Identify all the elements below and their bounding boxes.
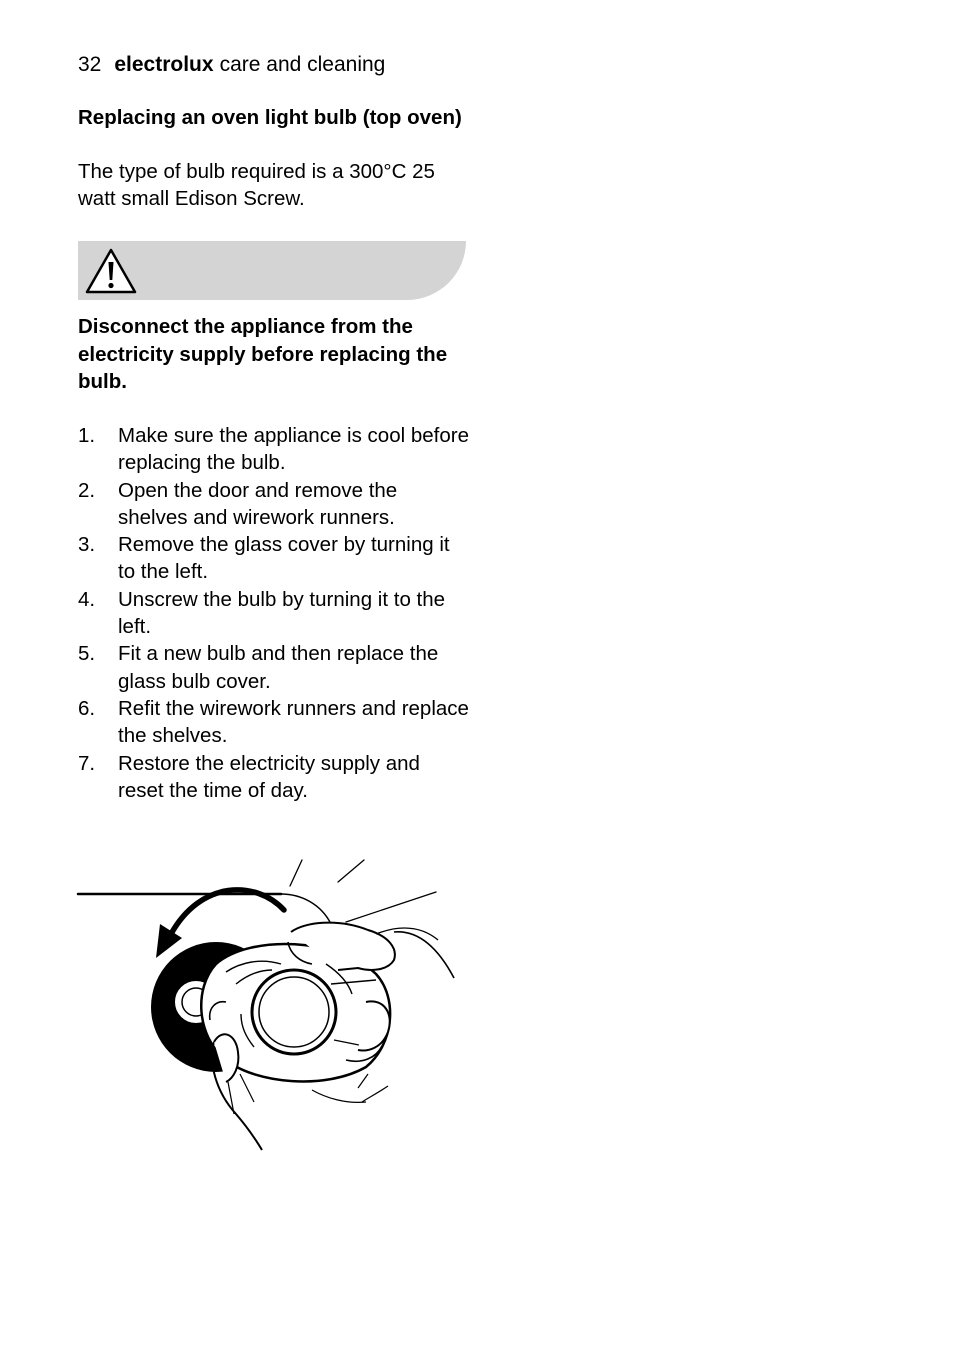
step-text: Refit the wirework runners and replace the shelves. xyxy=(118,696,469,748)
step-number: 7. xyxy=(78,751,96,775)
step-number: 4. xyxy=(78,587,96,611)
step-text: Unscrew the bulb by turning it to the left. xyxy=(118,587,446,639)
list-item xyxy=(78,531,478,586)
step-text: Open the door and remove the shelves and wirework runners. xyxy=(118,478,398,529)
step-text: Fit a new bulb and then replace the glass bulb cover. xyxy=(118,642,439,693)
intro-paragraph: The type of bulb required is a 300°C 25 watt small Edison Screw. xyxy=(78,160,435,210)
step-number: 2. xyxy=(78,478,96,502)
step-number: 6. xyxy=(78,696,96,720)
warning-triangle-icon xyxy=(84,246,138,296)
warning-bar xyxy=(78,241,466,300)
list-item xyxy=(78,640,478,695)
step-number: 3. xyxy=(78,533,96,557)
step-text: Restore the electricity supply and reset the time of day. xyxy=(118,751,420,802)
list-item xyxy=(78,586,478,641)
section-title: Replacing an oven light bulb (top oven) xyxy=(78,106,462,129)
warning-text: Disconnect the appliance from the electricity supply before replacing the bulb. xyxy=(78,315,448,393)
list-item xyxy=(78,422,478,477)
step-number: 1. xyxy=(78,424,96,447)
page-header xyxy=(78,53,385,77)
steps-list xyxy=(78,422,478,804)
step-number: 5. xyxy=(78,642,96,666)
brand-name: electrolux xyxy=(114,53,214,76)
list-item xyxy=(78,695,478,750)
bulb-cover-illustration xyxy=(76,852,462,1152)
step-text: Remove the glass cover by turning it to the left. xyxy=(118,533,450,584)
section-name: care and cleaning xyxy=(219,53,386,76)
step-text: Make sure the appliance is cool before replacing the bulb. xyxy=(118,424,469,475)
page-number: 32 xyxy=(78,53,102,76)
list-item xyxy=(78,477,478,532)
list-item xyxy=(78,750,478,805)
